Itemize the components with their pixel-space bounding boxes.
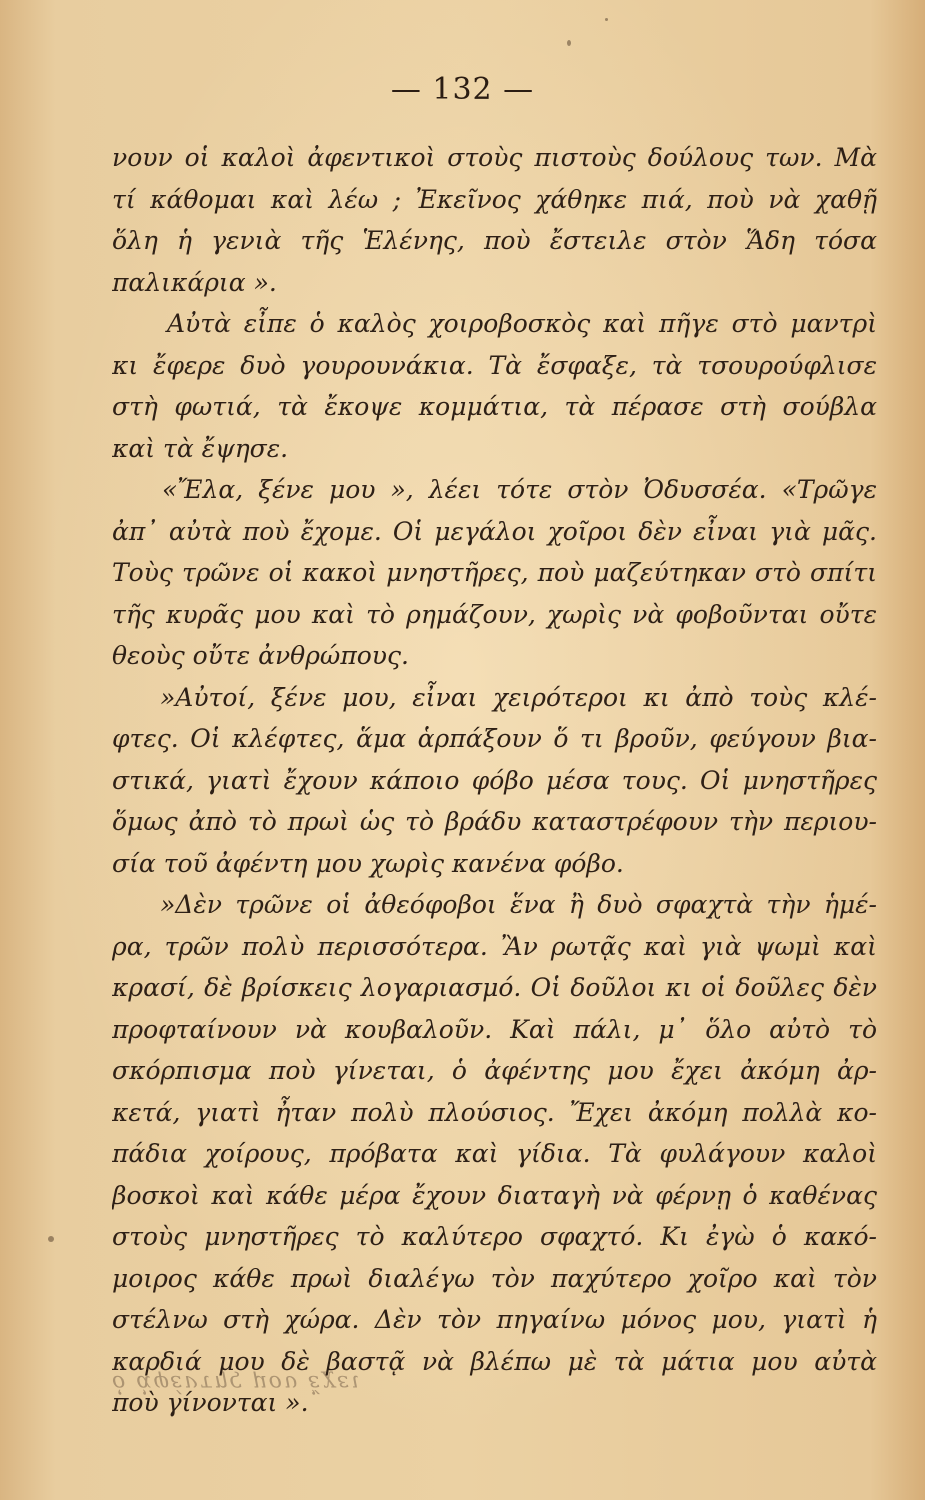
- ink-speck: [48, 1236, 54, 1242]
- text-line: σία τοῦ ἀφέντη μου χωρὶς κανένα φόβο.: [112, 848, 624, 878]
- text-line: «Ἔλα, ξένε μου », λέει τότε στὸν Ὀδυσσέα. «Τρῶγε: [162, 475, 877, 504]
- bleed-through-text: ὁ ἀφέντης μου ἔχει: [112, 1370, 362, 1395]
- text-line: μοιρος κάθε πρωὶ διαλέγω τὸν παχύτερο χοῖρο καὶ τὸν: [112, 1263, 877, 1293]
- text-line: κετά, γιατὶ ἦταν πολὺ πλούσιος. Ἔχει ἀκόμη πολλὰ κο-: [112, 1097, 877, 1127]
- text-line: τῆς κυρᾶς μου καὶ τὸ ρημάζουν, χωρὶς νὰ φοβοῦνται οὔτε: [112, 599, 877, 629]
- text-line: ἀπ᾿ αὐτὰ ποὺ ἔχομε. Οἱ μεγάλοι χοῖροι δὲν εἶναι γιὰ μᾶς.: [112, 516, 877, 546]
- text-line: θεοὺς οὔτε ἀνθρώπους.: [112, 641, 409, 670]
- ink-speck: [605, 18, 608, 21]
- page-number: — 132 —: [390, 72, 535, 107]
- text-line: Αὐτὰ εἶπε ὁ καλὸς χοιροβοσκὸς καὶ πῆγε στὸ μαντρὶ: [167, 309, 877, 338]
- text-line: τί κάθομαι καὶ λέω ; Ἐκεῖνος χάθηκε πιά, ποὺ νὰ χαθῇ: [112, 184, 877, 214]
- text-line: ὅμως ἀπὸ τὸ πρωὶ ὡς τὸ βράδυ καταστρέφουν τὴν περιου-: [112, 807, 877, 836]
- text-line: κι ἔφερε δυὸ γουρουνάκια. Τὰ ἔσφαξε, τὰ τσουρούφλισε: [112, 350, 877, 380]
- text-line: στικά, γιατὶ ἔχουν κάποιο φόβο μέσα τους. Οἱ μνηστῆρες: [112, 765, 877, 795]
- text-line: παλικάρια ».: [112, 267, 277, 297]
- text-line: προφταίνουν νὰ κουβαλοῦν. Καὶ πάλι, μ᾿ ὅλο αὐτὸ τὸ: [112, 1014, 877, 1044]
- text-line: βοσκοὶ καὶ κάθε μέρα ἔχουν διαταγὴ νὰ φέρνῃ ὁ καθένας: [112, 1180, 877, 1210]
- text-line: ὅλη ἡ γενιὰ τῆς Ἑλένης, ποὺ ἔστειλε στὸν Ἅδη τόσα: [112, 226, 877, 255]
- text-line: στοὺς μνηστῆρες τὸ καλύτερο σφαχτό. Κι ἐγὼ ὁ κακό-: [112, 1222, 877, 1251]
- body-text: [112, 137, 877, 1424]
- text-line: ποὺ γίνονται ».: [112, 1388, 309, 1417]
- text-line: »Αὐτοί, ξένε μου, εἶναι χειρότεροι κι ἀπὸ τοὺς κλέ-: [160, 682, 877, 712]
- text-line: »Δὲν τρῶνε οἱ ἀθεόφοβοι ἕνα ἢ δυὸ σφαχτὰ τὴν ἡμέ-: [160, 890, 877, 919]
- text-line: καὶ τὰ ἔψησε.: [112, 433, 289, 463]
- text-line: στέλνω στὴ χώρα. Δὲν τὸν πηγαίνω μόνος μου, γιατὶ ἡ: [112, 1305, 877, 1334]
- text-line: νουν οἱ καλοὶ ἀφεντικοὶ στοὺς πιστοὺς δούλους των. Μὰ: [112, 143, 877, 172]
- ink-speck: [567, 40, 571, 46]
- text-line: κρασί, δὲ βρίσκεις λογαριασμό. Οἱ δοῦλοι κι οἱ δοῦλες δὲν: [112, 973, 877, 1002]
- text-line: πάδια χοίρους, πρόβατα καὶ γίδια. Τὰ φυλάγουν καλοὶ: [112, 1139, 877, 1168]
- text-line: ρα, τρῶν πολὺ περισσότερα. Ἂν ρωτᾷς καὶ γιὰ ψωμὶ καὶ: [112, 931, 877, 961]
- text-line: καρδιά μου δὲ βαστᾷ νὰ βλέπω μὲ τὰ μάτια μου αὐτὰ: [112, 1346, 877, 1376]
- text-line: σκόρπισμα ποὺ γίνεται, ὁ ἀφέντης μου ἔχει ἀκόμη ἀρ-: [112, 1056, 877, 1085]
- text-line: φτες. Οἱ κλέφτες, ἅμα ἁρπάξουν ὅ τι βροῦν, φεύγουν βια-: [112, 724, 877, 753]
- text-line: Τοὺς τρῶνε οἱ κακοὶ μνηστῆρες, ποὺ μαζεύτηκαν στὸ σπίτι: [112, 558, 877, 587]
- text-line: στὴ φωτιά, τὰ ἔκοψε κομμάτια, τὰ πέρασε στὴ σούβλα: [112, 392, 877, 421]
